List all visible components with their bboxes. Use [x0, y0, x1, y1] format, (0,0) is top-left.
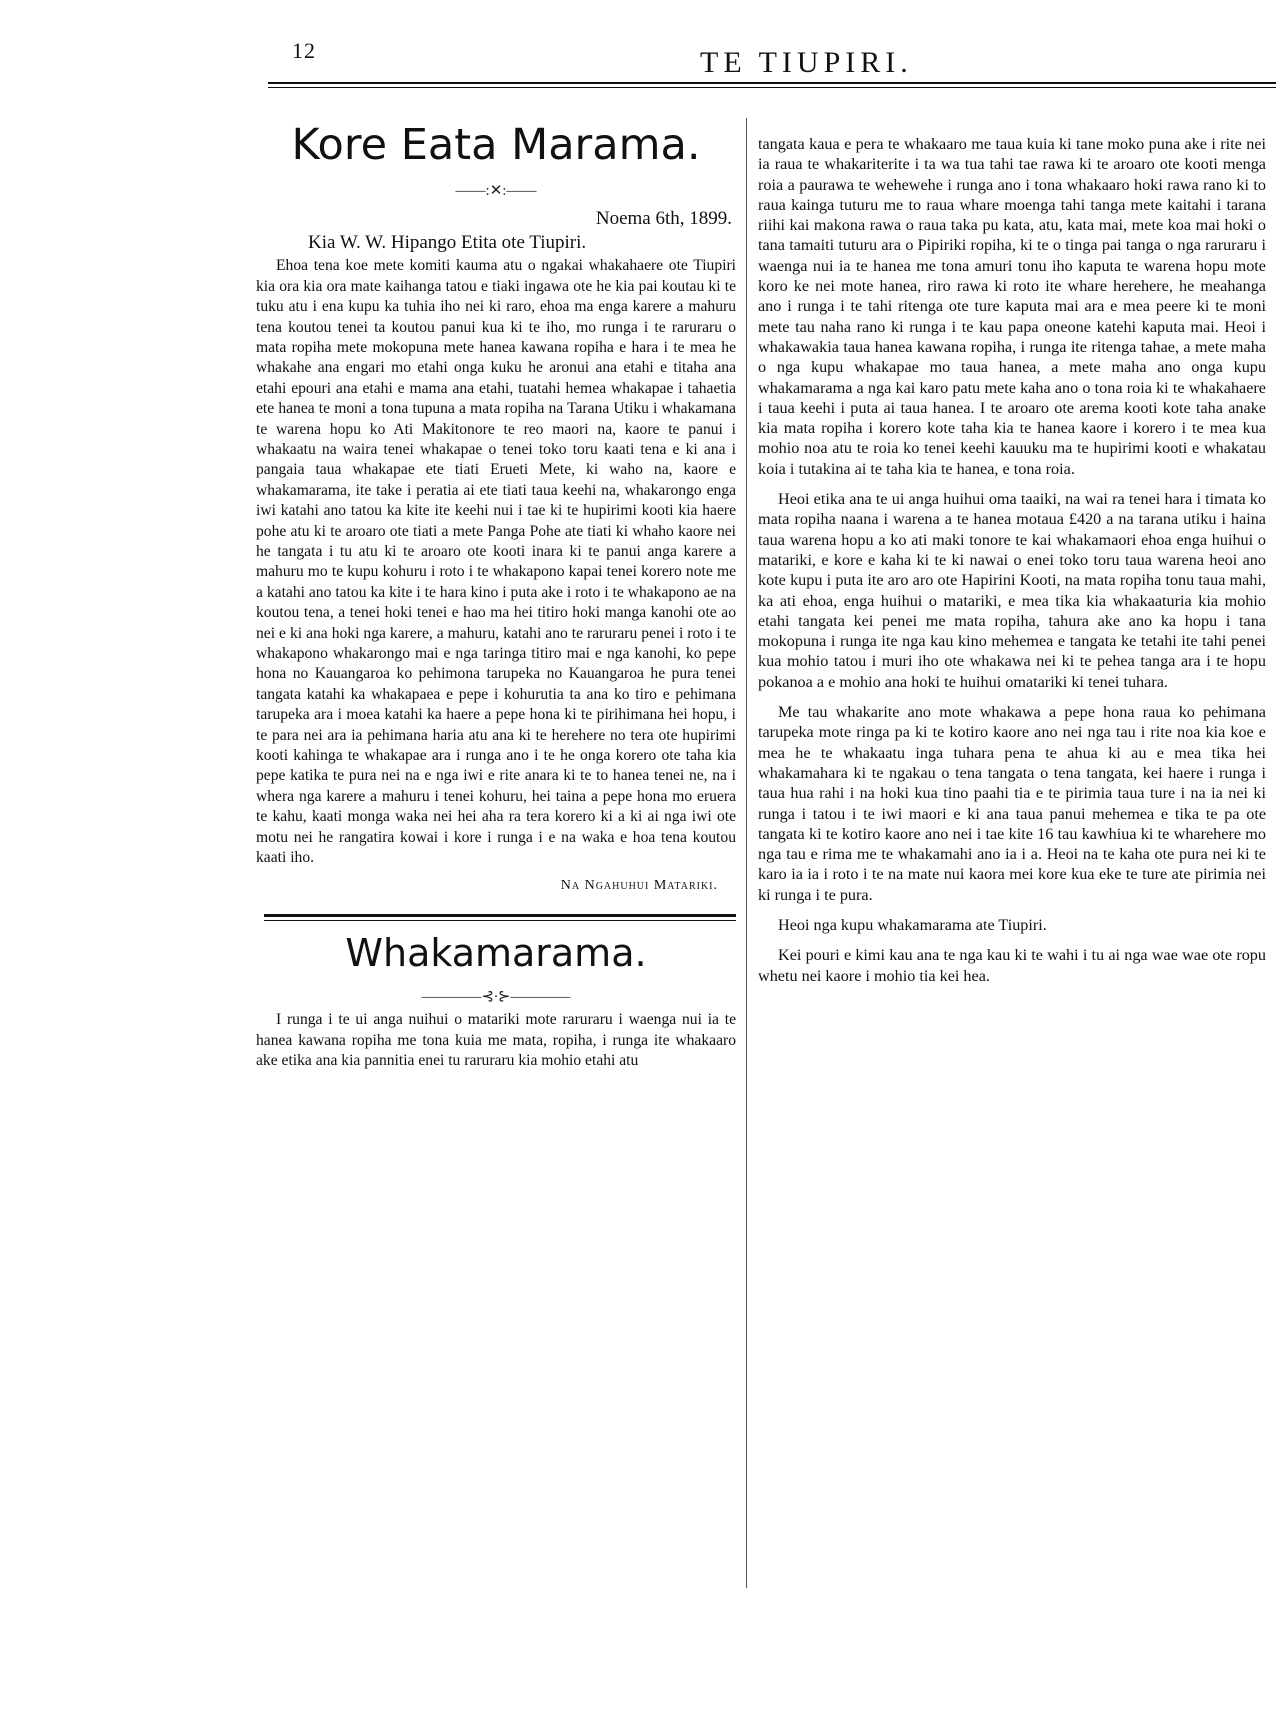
- article-title-2: Whakamarama.: [345, 931, 647, 976]
- letter-signature: Na Ngahuhui Matariki.: [560, 878, 718, 894]
- right-column: [758, 134, 1266, 986]
- letter-body: Ehoa tena koe mete komiti kauma atu o ngakai whakahaere ote Tiupiri kia ora kia ora mate kaihanga tatou e tiaki ingawa ote he kia pai koutau ki te tuku atu i ena kupu ka tuhia iho nei ki raro, ehoa ma enga karere a mahuru tena koutou tenei ta koutou panui kua ki te iho, mo runga i te raruraru o mata ropiha mete mokopuna mete hanea kawana ropiha e hara i te mea he whakahe ana engari mo etahi onga kuku he aronui ana etahi e titaha ana etahi epouri ana etahi e mama ana etahi, tuatahi hemea whakapae i tahaetia ete hanea te moni a tona tupuna a mata ropiha na Tarana Utiku i whakamana te warena hopu ko Ati Makitonore te reo maori na, kaore te panui i whakaatu na waira tenei whakapae o tenei toko toru kaati tena e ki ana i pangaia taua whakapae ete tiati Erueti Mete, ki waho na, kaore e whakamarama, ite take i peratia ai ete tiati taua keehi na, whakarongo enga iwi katahi ano tatou ka kite ite keehi nui i tae ki te hupirimi kooti kia haere pohe atu ki te aroaro ote tiati a mete Panga Pohe ate tiati ki whaho kaore nei he tangata i tu atu ki te aroaro ote kooti inara ki te panui anga karere a mahuru mo te kupu kohuru i roto i te whakapono kapai tenei korero note me a katahi ano tatou ka kite i te hara kino i puta ake i roto i te whakapono ae na koutou tena, a tenei hoki tenei e hao ma hei titiro hoki manga kanohi ote ao nei e ki ana hoki nga karere, a mahuru, katahi ano te raruraru penei i roto i te whakapono whakarongo mai e nga taringa titiro mai e nga kanohi, ko pepe hona no Kauangaroa ko pehimona tarupeka no Kauangaroa he pura tenei tangata katahi ka whakapaea e pepe i kohurutia ta ana ko tiro e pehimana tarupeka ara i moea katahi ka haere a pepe hona ki te pirihimana hei hopu, i te para nei ara ia pehimana haria atu ana ki te herehere no tera ote hupirimi kooti kahinga te whakapae ara i runga ano i te he onga korero ote taha kia pepe katika te pura nei na e nga iwi e rite anara ki te to hanea tenei ne, na i whera nga karere a mahuru i tenei kohuru, hei taina a pepe hona mo eruera te kahu, kaati monga waka nei hei aha ra tera korero ki a ki ai nga iwi ote motu nei he rangatira kowai i kore i runga i e na waka e hoa tena koutou kaati iho.: [256, 257, 736, 867]
- masthead-rule: [268, 82, 1276, 84]
- masthead-title: TE TIUPIRI.: [700, 46, 913, 79]
- masthead-rule-thin: [268, 87, 1276, 88]
- paragraph: Heoi etika ana te ui anga huihui oma taaiki, na wai ra tenei hara i timata ko mata ropiha naana i warena a te hanea motaua £420 a na tarana utiku i haina taua warena hopu a ko ati maki tonore te kai whakamaori ehoa enga huihui o matariki, e kore e kaha ki te ki nawai o enei toko toru taua warena heoi ano kote kupu i puta ite aro aro ote Hapirini Kooti, na mata ropiha tonu taua mahi, ka ati ehoa, enga huihui o matariki, e mea tika kia whakaaturia kia mohio etahi tangata kei penei me mata ropiha, tahura ake ano ka hopu i tana mokopuna i runga ite nga kau kino mehemea e tangata ke tetahi ite tahi penei kua mohio tatou i muri iho ote whakawa nei ki te pehea tanga ara i te hopu pokanoa a e mohio ana hoki te huihui omatariki ki tenei tuhara.: [758, 490, 1266, 691]
- section-rule: [264, 914, 736, 917]
- section-rule-thin: [264, 920, 736, 921]
- title-ornament-2: ————⊰∙⊱————: [421, 989, 571, 1006]
- title-ornament: ——:✕:——: [455, 183, 537, 200]
- paragraph: Kei pouri e kimi kau ana te nga kau ki te wahi i tu ai nga wae wae ote ropu whetu nei kaore i mohio tia kei hea.: [758, 946, 1266, 985]
- dateline: Noema 6th, 1899.: [595, 208, 732, 230]
- left-column: [256, 112, 736, 1072]
- article-title: Kore Eata Marama.: [291, 120, 701, 170]
- paragraph: Heoi nga kupu whakamarama ate Tiupiri.: [778, 915, 1047, 934]
- column-divider: [746, 118, 747, 1588]
- paragraph: Me tau whakarite ano mote whakawa a pepe hona raua ko pehimana tarupeka mote ringa pa ki te kotiro kaore ano nei nga tau i rite noa kia koe e mea he te whakaatu inga tuhara pena te ahua ki au e mea tika hei whakamahara ki te ngakau o tena tangata o tena tangata, kei haere i runga i taua hua rahi i na hoki kua tino paahi tia e te pirimia taua ture i na ia nei ki runga i tatou i te iwi maori e ki ana taua panui mehemea e tika te pa ote tangata ki te kotiro kaore ano nei i tae kite 16 tau kawhiua ki te wharehere mo nga tau e rima me te whakamahi ano ia i a. Heoi na te kaha ote pura nei ki te karo ia ia i roto i te na mate nui kaora mei kore kua eke te ture ate pirimia nei ki runga i te pura.: [758, 703, 1266, 904]
- page-number: 12: [292, 38, 316, 63]
- article-2-body: I runga i te ui anga nuihui o matariki mote raruraru i waenga nui ia te hanea kawana ropiha me tona kuia me mata, ropiha, i runga ite whakaaro ake etika ana kia pannitia enei tu raruraru kia mohio etahi atu: [256, 1011, 736, 1070]
- salutation: Kia W. W. Hipango Etita ote Tiupiri.: [308, 232, 587, 254]
- continued-text: tangata kaua e pera te whakaaro me taua kuia ki tane moko puna ake i rite nei ia raua te whakariterite i ta wa tua tahi tae rawa ki te aroaro ote kooti menga roia a paurawa te wehewehe i runga ano i tona whakaaro hoki rawa rano ki to raua kainga tuturu me to raua whare moenga tahi tanga mete kaitahi i tarana riihi kai makona rawa o raua taka pu kata, atu, kata mai, mete koa mai hoki o tana tamaiti tuturu ara o Pipiriki ropiha, ki te o tinga pai tanga o nga raruraru i waenga nui ia te hanea me tona amuri tonu iho kaputa te warena hopu mote koro ke nei mote hanea, riro rawa ki roto ite whare herehere, he meahanga ano i runga i te tahi ritenga ote ture kaputa mai ara e mea peere ki te moni mete tau naha rano ki runga i te kau papa oneone katehi kaputa mai. Heoi i whakawakia taua hanea kawana ropiha, i runga ite ritenga tahae, a mete maha o nga kupu whakapae mo taua hanea, a mete maha ano onga kupu whakamarama a nga kai karo patu mete kaha ano o tona roia ki te whakahaere i taua keehi i puta ai taua hanea. I te aroaro ote arema kooti kote taha anake kia mata ropiha i korero kote taha kia te hanea kaore i korero i te mea kua mohio noa atu te roia ko tenei keehi kauuku ma te hupirimi kooti e whakatau koia i tutakina ai te taha kia te hanea, e tona roia.: [758, 135, 1266, 478]
